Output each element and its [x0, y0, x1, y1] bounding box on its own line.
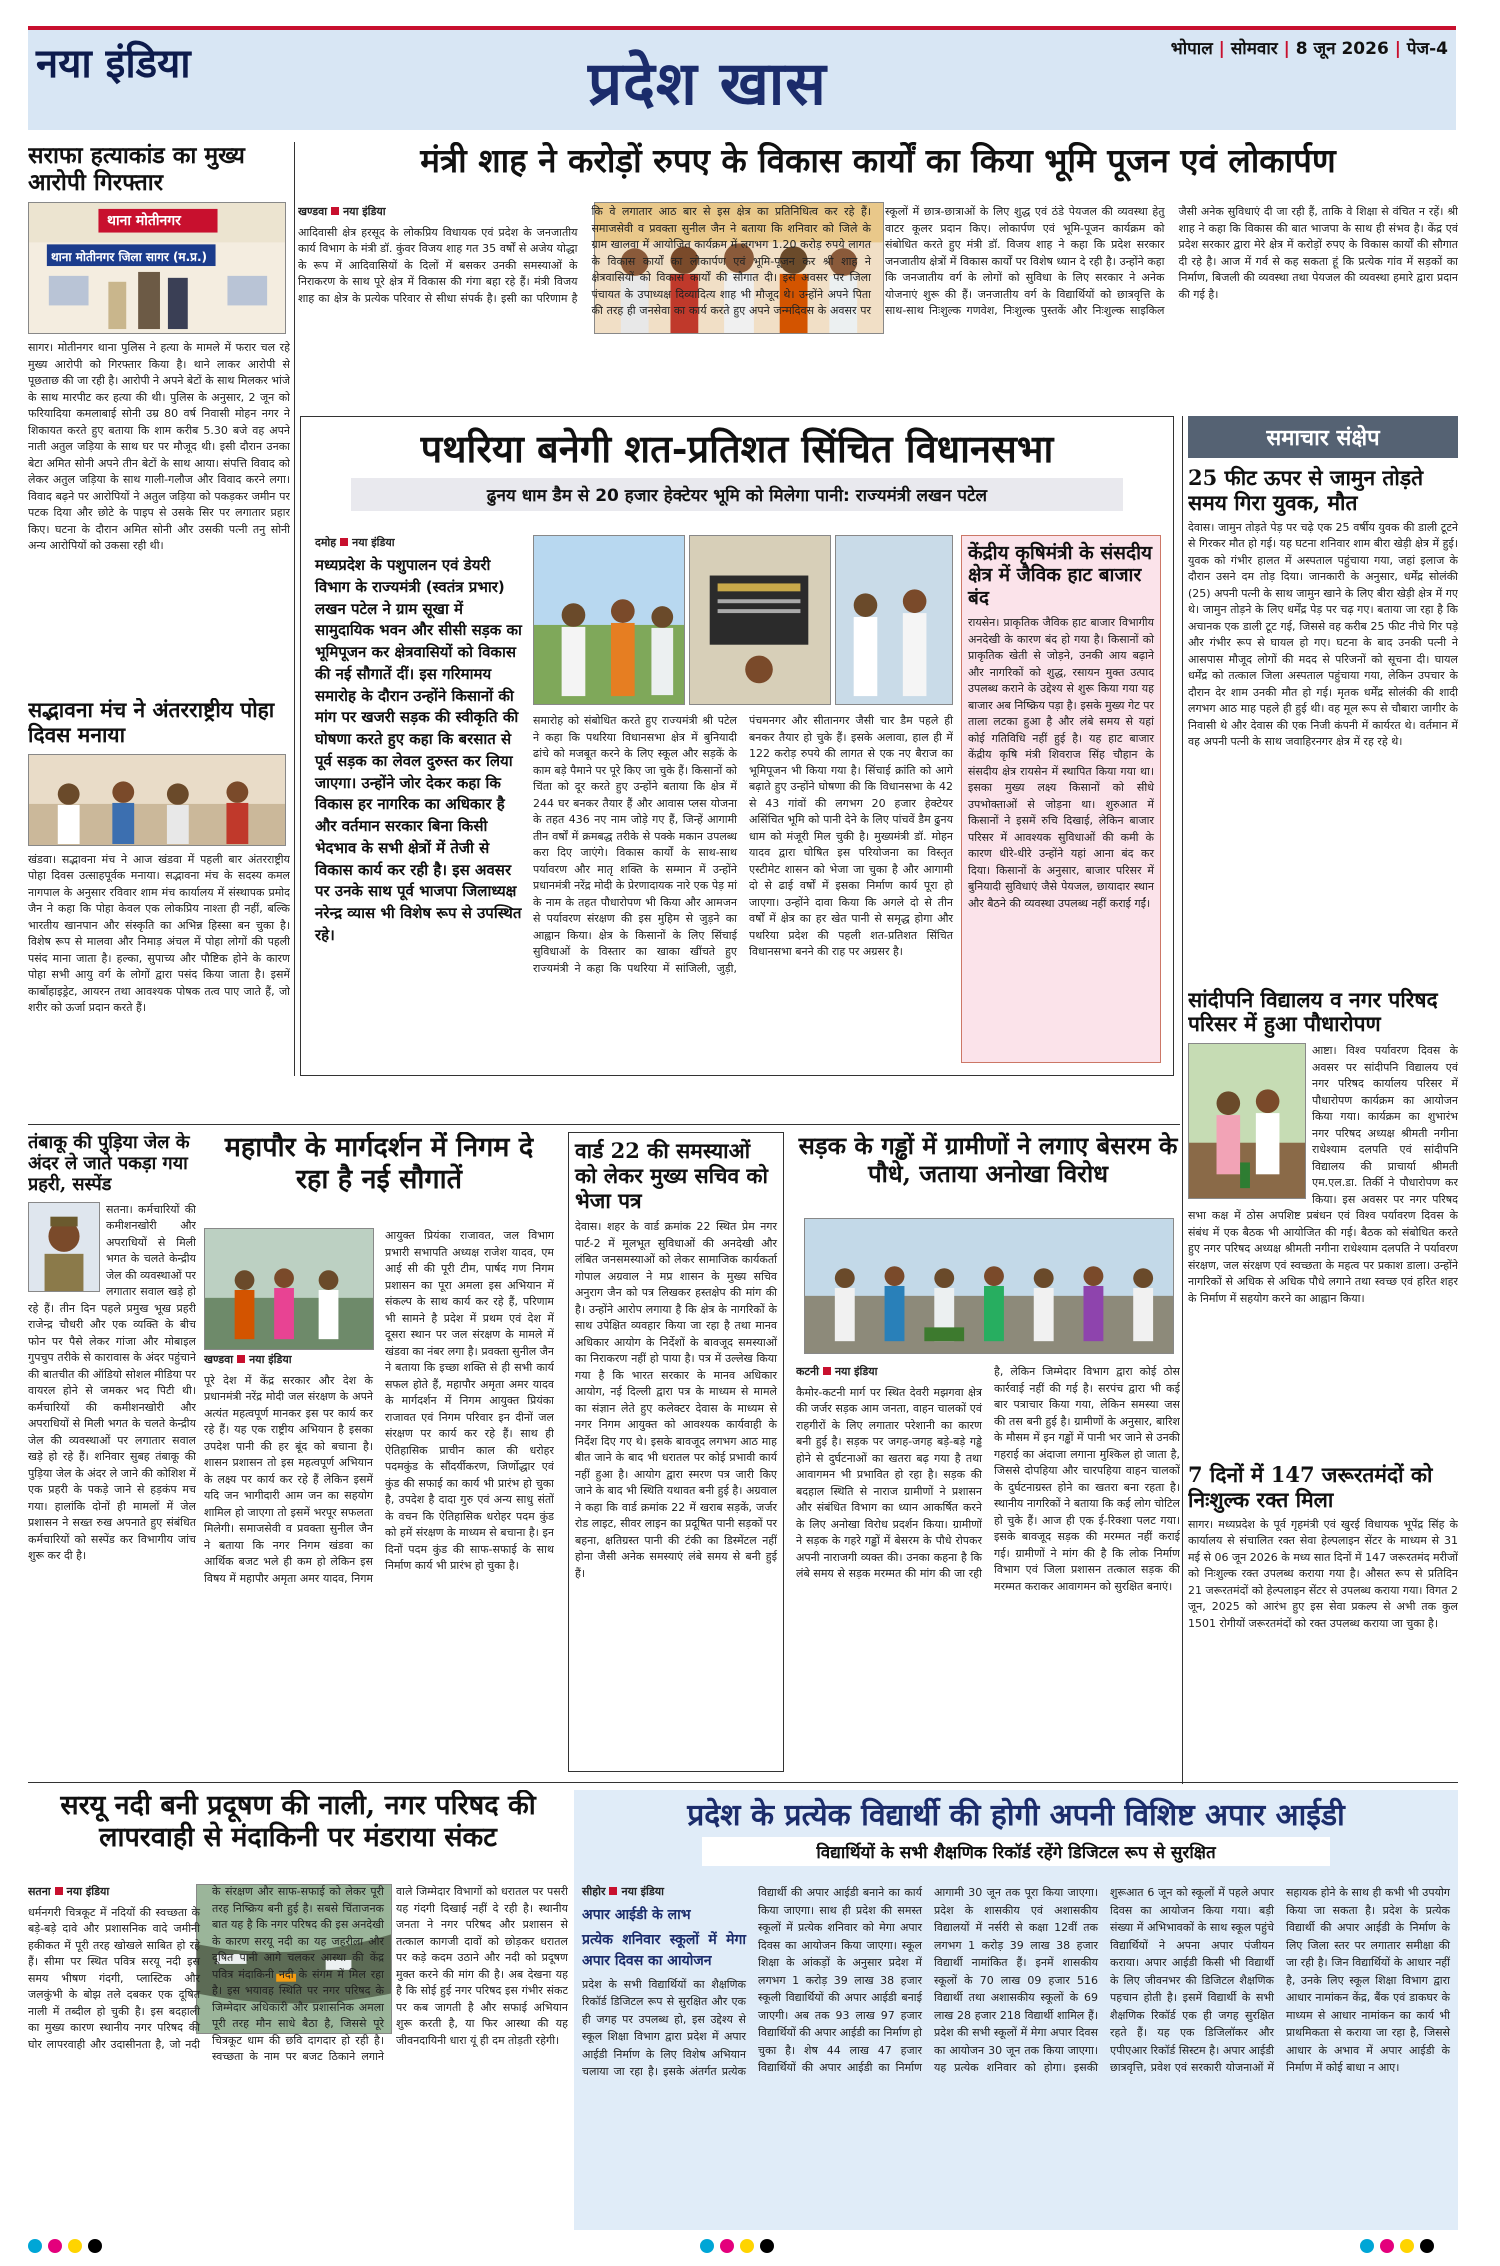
story-minister: [298, 142, 1458, 404]
road-text: कैमोर-कटनी मार्ग पर स्थित देवरी मझगवा क्षेत्र की जर्जर सड़क आम जनता, वाहन चालकों एवं राहगीरों के लिए लगातार परेशानी का कारण बनी हुई है। सड़क पर जगह-जगह बड़े-बड़े गड्ढे होने से दुर्घटनाओं का खतरा बढ़ गया है तथा आवागमन भी प्रभावित हो रहा है। सड़क की बदहाल स्थिति से नाराज ग्रामीणों ने प्रशासन और संबंधित विभाग का ध्यान आकर्षित करने के लिए अनोखा विरोध प्रदर्शन किया। ग्रामीणों ने सड़क के गहरे गड्ढों में बेसरम के पौधे रोपकर अपनी नाराजगी व्यक्त की। उनका कहना है कि लंबे समय से सड़क मरम्मत की मांग की जा रही है, लेकिन जिम्मेदार विभाग द्वारा कोई ठोस कार्रवाई नहीं की गई है। सरपंच द्वारा भी कई बार पत्राचार किया गया, लेकिन समस्या जस की तस बनी हुई है। ग्रामीणों के अनुसार, बारिश के मौसम में इन गड्ढों में पानी भर जाने से उनकी गहराई का अंदाजा लगाना मुश्किल हो जाता है, जिससे दोपहिया और चारपहिया वाहन चालकों के दुर्घटनाग्रस्त होने का खतरा बना रहता है। स्थानीय नागरिकों ने बताया कि कई लोग चोटिल हो चुके हैं। आज ही एक ई-रिक्शा पलट गया। इसके बावजूद सड़क की मरम्मत नहीं कराई गई। ग्रामीणों ने मांग की है कि लोक निर्माण विभाग एवं जिला प्रशासन तत्काल सड़क की मरम्मत कराकर आवागमन को सुरक्षित बनाएं।: [796, 1365, 1180, 1593]
paper-name: नया इंडिया: [36, 40, 191, 87]
headline: वार्ड 22 की समस्याओं को लेकर मुख्य सचिव को भेजा पत्र: [575, 1138, 769, 1213]
headline: महापौर के मार्गदर्शन में निगम दे रहा है नई सौगातें: [224, 1132, 534, 1195]
dateline: भोपाल | सोमवार | 8 जून 2026 | पेज-4: [1170, 39, 1448, 59]
reg-dot: [720, 2239, 734, 2253]
registration-dots-left: [28, 2238, 108, 2258]
headline: प्रदेश के प्रत्येक विद्यार्थी की होगी अपनी विशिष्ट अपार आईडी: [687, 1798, 1345, 1833]
apaar-subhead-1: अपार आईडी के लाभ: [582, 1906, 691, 1923]
story-body: सतना। कर्मचारियों की कमीशनखोरी और अपराधियों से मिली भगत के चलते केन्द्रीय जेल की व्यवस्थाओं पर लगातार सवाल खड़े हो रहे हैं। तीन दिन पहले प्रमुख भूख प्रहरी राजेन्द्र चौधरी और एक व्यक्ति के बीच फोन पर पैसे लेकर गांजा और मोबाइल गुपचुप तरीके से कारावास के अंदर पहुंचाने की बातचीत की ऑडियो सोशल मीडिया पर वायरल होने से जमकर भद पिटी थी। कर्मचारियों की कमीशनखोरी और अपराधियों से मिली भगत के चलते केन्द्रीय जेल की व्यवस्थाओं पर लगातार सवाल खड़े हो रहे हैं। शनिवार सुबह तंबाकू की पुड़िया जेल के अंदर ले जाने की कोशिश में एक प्रहरी के पकड़े जाने से हड़कंप मच गया। हालांकि दोनों ही मामलों में जेल प्रशासन ने सख्त रुख अपनाते हुए संबंधित कर्मचारियों को सस्पेंड कर विभागीय जांच शुरू कर दी है।: [28, 1202, 196, 1563]
reg-dot: [1380, 2239, 1394, 2253]
reg-dot: [68, 2239, 82, 2253]
minister-stage-photo: [533, 535, 685, 705]
story-tobacco: [28, 1132, 196, 1772]
headline: पथरिया बनेगी शत-प्रतिशत सिंचित विधानसभा: [420, 426, 1054, 471]
photo-sign-2: थाना मोतीनगर जिला सागर (म.प्र.): [51, 250, 208, 265]
story-sadbhavna: [28, 698, 290, 1076]
story-body: समारोह को संबोधित करते हुए राज्यमंत्री श्री पटेल ने कहा कि पथरिया विधानसभा क्षेत्र में बुनियादी ढांचे को मजबूत करने के लिए स्कूल और सड़कें के काम बड़े पैमाने पर पूरे किए जा चुके हैं। किसानों को चिंता को दूर करते हुए उन्होंने बताया कि क्षेत्र में 244 घर बनकर तैयार हैं और आवास प्लस योजना के तहत 436 नए नाम जोड़े गए हैं, जिन्हें आगामी तीन वर्षों में क्रमबद्ध तरीके से पक्के मकान उपलब्ध करा दिए जाएंगे। विकास कार्यों के साथ-साथ पर्यावरण और मातृ शक्ति के सम्मान में उन्होंने प्रधानमंत्री नरेंद्र मोदी के प्रेरणादायक नारे एक पेड़ मां के नाम के तहत पौधारोपण भी किया और आमजन से पर्यावरण संरक्षण की इस मुहिम से जुड़ने का आह्वान किया। क्षेत्र के किसानों के लिए सिंचाई सुविधाओं के विस्तार का खाका खींचते हुए राज्यमंत्री ने कहा कि पथरिया में सांजिली, जुड़ी, पंचमनगर और सीतानगर जैसी चार डैम पहले ही बनकर तैयार हो चुके हैं। इसके अलावा, हाल ही में 122 करोड़ रुपये की लागत से एक नए बैराज का भूमिपूजन भी किया गया है। सिंचाई क्रांति को आगे बढ़ाते हुए उन्होंने घोषणा की कि विधानसभा के 42 से 43 गांवों की लगभग 20 हजार हेक्टेयर असिंचित भूमि को पानी देने के लिए पांचवें डैम ढुनय धाम को मंजूरी मिल चुकी है। मुख्यमंत्री डॉ. मोहन यादव द्वारा घोषित इस परियोजना का विस्तृत एस्टीमेट शासन को भेजा जा चुका है और आगामी दो से ढाई वर्षों में इसका निर्माण कार्य पूरा हो जाएगा। उन्होंने दावा किया कि अगले दो से तीन वर्षों में क्षेत्र का हर खेत पानी से समृद्ध होगा और पथरिया प्रदेश की पहली शत-प्रतिशत सिंचित विधानसभा बनने की राह पर अग्रसर है।: [533, 714, 953, 975]
group-photo: [835, 535, 953, 705]
subheadline: विद्यार्थियों के सभी शैक्षणिक रिकॉर्ड रहेंगे डिजिटल रूप से सुरक्षित: [702, 1837, 1330, 1866]
headline: सराफा हत्याकांड का मुख्य आरोपी गिरफ्तार: [28, 142, 245, 197]
plaque-photo: [689, 535, 831, 705]
headline: तंबाकू की पुड़िया जेल के अंदर ले जाते पकड़ा गया प्रहरी, सस्पेंड: [28, 1132, 190, 1196]
story-body: [204, 1228, 554, 1772]
subheadline: ढुनय धाम डैम से 20 हजार हेक्टेयर भूमि को मिलेगा पानी: राज्यमंत्री लखन पटेल: [351, 478, 1123, 511]
brief3-body: सागर। मध्यप्रदेश के पूर्व गृहमंत्री एवं खुरई विधायक भूपेंद्र सिंह के कार्यालय से संचालित रक्त सेवा हेल्पलाइन सेंटर के माध्यम से 31 मई से 06 जून 2026 के मध्य सात दिनों में 147 जरूरतमंद मरीजों को निःशुल्क रक्त उपलब्ध कराया गया है। औसत रूप से प्रतिदिन 21 जरूरतमंदों को हेल्पलाइन सेंटर से उपलब्ध कराया गया। विगत 2 जून, 2025 को आरंभ हुए इस सेवा प्रकल्प से अभी तक कुल 1501 रोगीयों जरूरतमंदों को रक्त उपलब्ध कराया जा चुका है।: [1188, 1517, 1458, 1630]
minister-text: आदिवासी क्षेत्र हरसूद के लोकप्रिय विधायक एवं प्रदेश के जनजातीय कार्य विभाग के मंत्री डॉ. कुंवर विजय शाह गत 35 वर्षों से अजेय योद्धा के रूप में आदिवासियों के दिलों में बसकर उनकी समस्याओं के निराकरण के साथ पूरे क्षेत्र में विकास की गंगा बहा रहे हैं। मंत्री विजय शाह का क्षेत्र के प्रत्येक परिवार से सीधा संपर्क है। इसी का परिणाम है कि वे लगातार आठ बार से इस क्षेत्र का प्रतिनिधित्व कर रहे हैं। समाजसेवी व प्रवक्ता सुनील जैन ने बताया कि शनिवार को जिले के ग्राम खालवा में आयोजित कार्यक्रम में लगभग 1.20 करोड़ रुपये लागत के विकास कार्यों का लोकार्पण एवं भूमि-पूजन कर श्री शाह ने क्षेत्रवासियों को विकास कार्यों की सौगात दी। इस अवसर पर जिला पंचायत के उपाध्यक्ष दिव्यादित्य शाह भी मौजूद थे। उन्होंने अपने पिता की तरह ही जनसेवा का कार्य करते हुए अपने जन्मदिवस के अवसर पर स्कूलों में छात्र-छात्राओं के लिए शुद्ध एवं ठंडे पेयजल की व्यवस्था हेतु वाटर कूलर प्रदान किए। लोकार्पण एवं भूमि-पूजन कार्यक्रम को संबोधित करते हुए मंत्री डॉ. विजय शाह ने कहा कि प्रदेश सरकार जनजातीय क्षेत्रों में विकास कार्यों पर विशेष ध्यान दे रही है। उन्होंने कहा कि जनजातीय वर्ग के लोगों को सुविधा के लिए सरकार ने अनेक योजनाएं शुरू की हैं। जनजातीय वर्ग के विद्यार्थियों को छात्रवृत्ति के साथ-साथ निःशुल्क गणवेश, निःशुल्क पुस्तकें और निःशुल्क साइकिल जैसी अनेक सुविधाएं दी जा रही हैं, ताकि वे शिक्षा से वंचित न रहें। श्री शाह ने कहा कि विकास की बात भाजपा के साथ ही संभव है। केंद्र एवं प्रदेश सरकार द्वारा मेरे क्षेत्र में करोड़ों रुपए के विकास कार्यों की सौगात दी रहे है। आज में गर्व से कह सकता हूं कि प्रत्येक गांव में सड़कों का निर्माण, बिजली की व्यवस्था तथा पेयजल की व्यवस्था हमारे द्वारा प्रदान की गई है।: [298, 205, 1458, 317]
headline: केंद्रीय कृषिमंत्री के संसदीय क्षेत्र में जैविक हाट बाजार बंद: [968, 542, 1153, 609]
reg-dot: [740, 2239, 754, 2253]
guard-photo: [28, 1202, 100, 1292]
reg-dot: [88, 2239, 102, 2253]
story-haat: [961, 535, 1161, 1063]
headline: सरयू नदी बनी प्रदूषण की नाली, नगर परिषद की लापरवाही से मंदाकिनी पर मंडराया संकट: [60, 1790, 536, 1853]
reg-dot: [1420, 2239, 1434, 2253]
brief1-body: देवास। जामुन तोड़ते पेड़ पर चढ़े एक 25 वर्षीय युवक की डाली टूटने से गिरकर मौत हो गई। यह घटना शनिवार शाम बीरा खेड़ी क्षेत्र में हुई। युवक को गंभीर हालत में अस्पताल पहुंचाया गया, जहां इलाज के दौरान उसने दम तोड़ दिया। जानकारी के अनुसार, धर्मेंद्र सोलंकी (25) अपनी पत्नी के साथ जामुन खाने के लिए बीरा खेड़ी क्षेत्र में गए थे। जामुन तोड़ने के लिए धर्मेंद्र पेड़ पर चढ़ गए। बताया जा रहा है कि अचानक एक डाली टूट गई, जिससे वह करीब 25 फीट नीचे गिर पड़े और गंभीर रूप से घायल हो गए। घटना के बाद उनकी पत्नी ने आसपास मौजूद लोगों की मदद से परिजनों को सूचना दी। घायल धर्मेंद्र को तत्काल जिला अस्पताल पहुंचाया गया, लेकिन उपचार के दौरान देर शाम उनकी मौत हो गई। मृतक धर्मेंद्र सोलंकी की शादी लगभग आठ माह पहले ही हुई थी। वह मूल रूप से चौबारा जागीर के निवासी थे और देवास की एक निजी कंपनी में कार्यरत थे। वर्तमान में वह अपनी पत्नी के साथ जवाहिरनगर क्षेत्र में रह रहे थे।: [1188, 520, 1458, 749]
briefs-badge: समाचार संक्षेप: [1188, 416, 1458, 458]
brief2-headline: सांदीपनि विद्यालय व नगर परिषद परिसर में हुआ पौधारोपण: [1188, 986, 1438, 1037]
byline: सीहोर नया इंडिया: [582, 1885, 665, 1898]
police-station-photo: [28, 202, 286, 334]
reg-dot: [48, 2239, 62, 2253]
mayor-text: पूरे देश में केंद्र सरकार और देश के प्रधानमंत्री नरेंद्र मोदी जल संरक्षण के अपने अत्यंत महत्वपूर्ण मानकर इस पर कार्य कर रहे हैं। यह एक राष्ट्रीय अभियान है इसका उपदेश पानी की हर बूंद को बचाना है। शासन प्रशासन तो इस महत्वपूर्ण अभियान के लक्ष्य पर कार्य कर रहे हैं लेकिन इसमें यदि जन भागीदारी आम जन का सहयोग शामिल हो जाएगा तो इसमें भरपूर सफलता मिलेगी। समाजसेवी व प्रवक्ता सुनील जैन ने बताया कि नगर निगम खंडवा का आर्थिक बजट भले ही कम हो लेकिन इस विषय में महापौर अमृता अमर यादव, निगम आयुक्त प्रियंका राजावत, जल विभाग प्रभारी सभापति अध्यक्ष राजेश यादव, एम आई सी की पूरी टीम, पार्षद गण निगम प्रशासन का पूरा अमला इस अभियान में संकल्प के साथ कार्य कर रहे हैं, परिणाम भी सामने है प्रदेश में प्रथम एवं देश में दूसरा स्थान पर जल संरक्षण के मामले में खंडवा का नंबर लगा है। प्रवक्ता सुनील जैन ने बताया कि इच्छा शक्ति से ही सभी कार्य सफल होते हैं, महापौर अमृता अमर यादव के मार्गदर्शन में निगम आयुक्त प्रियंका राजावत एवं निगम परिवार इन दीनों जल संरक्षण पर कार्य कर रहे हैं। साथ ही ऐतिहासिक प्राचीन काल की धरोहर पदमकुंड के सौंदर्यीकरण, जिर्णोद्धार एवं कुंड की सफाई का कार्य भी प्रारंभ हो चुका है, उपदेश है दादा गुरु एवं अन्य साधु संतों के वचन कि ऐतिहासिक धरोहर पदम कुंड को हमें संरक्षण के माध्यम से बचाना है। इन दिनों पदम कुंड की साफ-सफाई के साथ निर्माण कार्य भी प्रारंभ हो चुका है।: [204, 1229, 554, 1585]
sidebar-briefs: [1188, 416, 1458, 1784]
apaar-text: प्रदेश के सभी विद्यार्थियों का शैक्षणिक रिकॉर्ड डिजिटल रूप से सुरक्षित और एक ही जगह पर उपलब्ध हो, इस उद्देश्य से स्कूल शिक्षा विभाग द्वारा प्रदेश में अपार आईडी निर्माण के लिए विशेष अभियान चलाया जा रहा है। इसके अंतर्गत प्रत्येक विद्यार्थी की अपार आईडी बनाने का कार्य किया जाएगा। साथ ही प्रदेश की समस्त स्कूलों में प्रत्येक शनिवार को मेगा अपार दिवस का आयोजन किया जाएगा। स्कूल शिक्षा के आंकड़ों के अनुसार प्रदेश में लगभग 1 करोड़ 39 लाख 38 हजार स्कूली विद्यार्थियों की अपार आईडी बनाई जाएगी। अब तक 93 लाख 97 हजार विद्यार्थियों की अपार आईडी का निर्माण हो चुका है। शेष 44 लाख 47 हजार विद्यार्थियों की अपार आईडी का निर्माण आगामी 30 जून तक पूरा किया जाएगा। प्रदेश के शासकीय एवं अशासकीय विद्यालयों में नर्सरी से कक्षा 12वीं तक लगभग 1 करोड़ 39 लाख 38 हजार विद्यार्थी नामांकित हैं। इनमें शासकीय स्कूलों के 70 लाख 09 हजार 516 विद्यार्थी तथा अशासकीय स्कूलों के 69 लाख 28 हजार 218 विद्यार्थी शामिल हैं। प्रदेश की सभी स्कूलों में मेगा अपार दिवस का आयोजन 30 जून तक किया जाएगा। यह प्रत्येक शनिवार को होगा। इसकी शुरूआत 6 जून को स्कूलों में पहले अपार दिवस का आयोजन किया गया। बड़ी संख्या में अभिभावकों के साथ स्कूल पहुंचे विद्यार्थियों ने अपना अपार पंजीयन कराया। अपार आईडी किसी भी विद्यार्थी के लिए जीवनभर की डिजिटल शैक्षणिक पहचान होती है। इसमें विद्यार्थी के सभी शैक्षणिक रिकॉर्ड एक ही जगह सुरक्षित रहते हैं। यह एक डिजिलॉकर और एपीएआर रिकॉर्ड सिस्टम है। अपार आईडी छात्रवृत्ति, प्रवेश एवं सरकारी योजनाओं में सहायक होने के साथ ही कभी भी उपयोग किया जा सकता है। प्रदेश के प्रत्येक विद्यार्थी की अपार आईडी के निर्माण के लिए जिला स्तर पर लगातार समीक्षा की जा रही है। जिन विद्यार्थियों के आधार नहीं है, उनके लिए स्कूल शिक्षा विभाग द्वारा आधार नामांकन केंद्र, बैंक एवं डाकघर के माध्यम से आधार नामांकन का कार्य भी प्राथमिकता से कराया जा रहा है, जिससे आधार के अभाव में अपार आईडी के निर्माण में कोई बाधा न आए।: [582, 1886, 1450, 2078]
sarayu-text: धर्मनगरी चित्रकूट में नदियों की स्वच्छता के बड़े-बड़े दावे और प्रशासनिक वादे जमीनी हकीकत में पूरी तरह खोखले साबित हो रहे हैं। सीमा पर स्थित पवित्र सरयू नदी इस समय भीषण गंदगी, प्लास्टिक और जलकुंभी के बोझ तले दबकर एक दूषित नाली में तब्दील हो चुकी है। इस बदहाली का मुख्य कारण स्थानीय नगर परिषद की घोर लापरवाही और उदासीनता है, जो नदी के संरक्षण और साफ-सफाई को लेकर पूरी तरह निष्क्रिय बनी हुई है। सबसे चिंताजनक बात यह है कि नगर परिषद की इस अनदेखी के कारण सरयू नदी का यह जहरीला और दूषित पानी आगे चलकर आस्था की केंद्र पवित्र मंदाकिनी नदी के संगम में मिल रहा है। इस भयावह स्थिति पर नगर परिषद के जिम्मेदार अधिकारी और प्रशासनिक अमला पूरी तरह मौन साधे बैठा है, जिससे पूरे चित्रकूट धाम की छवि दागदार हो रही है। स्वच्छता के नाम पर बजट ठिकाने लगाने वाले जिम्मेदार विभागों को धरातल पर पसरी यह गंदगी दिखाई नहीं दे रही है। स्थानीय जनता ने नगर परिषद और प्रशासन से तत्काल कागजी दावों को छोड़कर धरातल पर कड़े कदम उठाने और नदी को प्रदूषण मुक्त करने की मांग की है। अब देखना यह है कि सोई हुई नगर परिषद इस गंभीर संकट पर कब जागती है और सफाई अभियान शुरू करती है, या फिर आस्था की यह जीवनदायिनी धारा यूं ही दम तोड़ती रहेगी।: [28, 1885, 568, 2063]
story-patharia: [300, 416, 1174, 1076]
story-body: [796, 1364, 1180, 1772]
poha-event-photo: [28, 754, 286, 846]
brief2-block: [1188, 1037, 1458, 1457]
reg-dot: [1400, 2239, 1414, 2253]
reg-dot: [1360, 2239, 1374, 2253]
brief1-headline: 25 फीट ऊपर से जामुन तोड़ते समय गिरा युवक, मौत: [1188, 465, 1424, 515]
registration-dots-center: [700, 2238, 780, 2258]
column-rule: [1182, 416, 1183, 1784]
byline: खण्डवा नया इंडिया: [298, 205, 386, 218]
headline: मंत्री शाह ने करोड़ों रुपए के विकास कार्यों का किया भूमि पूजन एवं लोकार्पण: [420, 142, 1336, 180]
reg-dot: [28, 2239, 42, 2253]
row-rule: [28, 1782, 1458, 1783]
story-body: [298, 204, 1458, 404]
headline: सद्भावना मंच ने अंतरराष्ट्रीय पोहा दिवस मनाया: [28, 698, 275, 747]
column-rule: [294, 142, 295, 1076]
byline: दमोह नया इंडिया: [315, 536, 395, 549]
story-body: खंडवा। सद्भावना मंच ने आज खंडवा में पहली बार अंतरराष्ट्रीय पोहा दिवस उत्साहपूर्वक मनाया। सद्भावना मंच के सदस्य कमल नागपाल के अनुसार रविवार शाम मंच कार्यालय में संस्थापक प्रमोद जैन ने कहा कि पोहा केवल एक लोकप्रिय नाश्ता ही नहीं, बल्कि भारतीय खानपान और संस्कृति का अभिन्न हिस्सा बन चुका है। विशेष रूप से मालवा और निमाड़ अंचल में पोहा लोगों की पहली पसंद माना जाता है। हल्का, सुपाच्य और पौष्टिक होने के कारण पोहा सभी आयु वर्ग के लोगों द्वारा पसंद किया जाता है। इसमें कार्बोहाइड्रेट, आयरन तथा आवश्यक पोषक तत्व पाए जाते हैं, जो शरीर को ऊर्जा प्रदान करते हैं।: [28, 852, 290, 1015]
byline: सतना नया इंडिया: [28, 1885, 110, 1898]
registration-dots-right: [1360, 2238, 1440, 2258]
story-body: देवास। शहर के वार्ड क्रमांक 22 स्थित प्रेम नगर पार्ट-2 में मूलभूत सुविधाओं की अनदेखी और लंबित जनसमस्याओं को लेकर सामाजिक कार्यकर्ता गोपाल अग्रवाल ने मप्र शासन के मुख्य सचिव अनुराग जैन को पत्र लिखकर हस्तक्षेप की मांग की है। उन्होंने आरोप लगाया है कि क्षेत्र के नागरिकों के साथ उपेक्षित व्यवहार किया जा रहा है तथा मानव अधिकार आयोग के निर्देशों के बावजूद समस्याओं का निराकरण नहीं हो पाया है। पत्र में उल्लेख किया गया है कि भारत सरकार के मानव अधिकार आयोग, नई दिल्ली द्वारा पत्र के माध्यम से मामले का संज्ञान लेते हुए कलेक्टर देवास के माध्यम से नगर निगम आयुक्त को आवश्यक कार्यवाही के निर्देश दिए गए थे। इसके बावजूद लगभग आठ माह बीत जाने के बाद भी धरातल पर कोई प्रभावी कार्य नहीं हुआ है। आयोग द्वारा स्मरण पत्र जारी किए जाने के बाद भी स्थिति यथावत बनी हुई है। अग्रवाल ने कहा कि वार्ड क्रमांक 22 में खराब सड़कें, जर्जर रोड लाइट, सीवर लाइन का प्रदूषित पानी सड़कों पर बहना, क्षतिग्रस्त पानी की टंकी का डिस्मेंटल नहीं होना जैसी अनेक समस्याएं लंबे समय से बनी हुई हैं।: [575, 1220, 777, 1580]
story-sarayu: [28, 1790, 568, 2230]
apaar-subhead-2: प्रत्येक शनिवार स्कूलों में मेगा अपार दिवस का आयोजन: [582, 1931, 746, 1969]
plantation-photo: [1188, 1043, 1306, 1199]
date-city: भोपाल: [1170, 39, 1213, 59]
masthead: [28, 26, 1456, 130]
story-apaar: [574, 1790, 1458, 2230]
story-mayor: [204, 1132, 554, 1772]
story-arrest: [28, 142, 290, 690]
lead-text: मध्यप्रदेश के पशुपालन एवं डेयरी विभाग के राज्यमंत्री (स्वतंत्र प्रभार) लखन पटेल ने ग्राम सूखा में सामुदायिक भवन और सीसी सड़क का भूमिपूजन कर क्षेत्रवासियों को विकास की नई सौगातें दीं। इस गरिमामय समारोह के दौरान उन्होंने किसानों की मांग पर खजरी सड़क की स्वीकृति की घोषणा करते हुए कहा कि बरसात से पूर्व सड़क का लेवल दुरुस्त कर लिया जाएगा। उन्होंने जोर देकर कहा कि विकास हर नागरिक का अधिकार है और वर्तमान सरकार बिना किसी भेदभाव के सभी क्षेत्रों में तेजी से विकास कार्य कर रही है। इस अवसर पर उनके साथ पूर्व भाजपा जिलाध्यक्ष नरेन्द्र व्यास भी विशेष रूप से उपस्थित रहे।: [315, 556, 522, 944]
brief3-headline: 7 दिनों में 147 जरूरतमंदों को निःशुल्क रक्त मिला: [1188, 1462, 1433, 1512]
brief2-body: आष्टा। विश्व पर्यावरण दिवस के अवसर पर सांदीपनि विद्यालय एवं नगर परिषद कार्यालय परिसर में पौधारोपण कार्यक्रम का आयोजन किया गया। कार्यक्रम का शुभारंभ नगर परिषद अध्यक्ष श्रीमती नगीना राधेश्याम दलपति एवं सांदीपनि विद्यालय की प्राचार्या श्रीमती एम.एल.डा. तिर्की ने पौधारोपण कर किया। इस अवसर पर नगर परिषद सभा कक्ष में ठोस अपशिष्ट प्रबंधन एवं विश्व पर्यावरण दिवस के संबंध में एक बैठक भी आयोजित की गई। बैठक को संबोधित करते हुए नगर परिषद अध्यक्ष श्रीमती नगीना राधेश्याम दलपति ने पर्यावरण संरक्षण, जल संरक्षण एवं स्वच्छता के महत्व पर प्रकाश डाला। उन्होंने नागरिकों से अधिक से अधिक पौधे लगाने तथा स्वच्छ एवं हरित शहर के निर्माण में सहयोग करने का आह्वान किया।: [1188, 1044, 1458, 1305]
section-title: प्रदेश खास: [588, 49, 827, 119]
reg-dot: [760, 2239, 774, 2253]
date-date: 8 जून 2026: [1295, 39, 1389, 59]
story-body: [582, 1884, 1450, 2214]
reg-dot: [700, 2239, 714, 2253]
photo-sign-1: थाना मोतीनगर: [107, 213, 181, 230]
headline: सड़क के गड्ढों में ग्रामीणों ने लगाए बेसरम के पौधे, जताया अनोखा विरोध: [798, 1132, 1178, 1189]
story-road: [796, 1132, 1180, 1772]
date-day: सोमवार: [1230, 39, 1278, 59]
story-body: सागर। मोतीनगर थाना पुलिस ने हत्या के मामले में फरार चल रहे मुख्य आरोपी को गिरफ्तार किया है। थाने लाकर आरोपी से पूछताछ की जा रही है। आरोपी ने अपने बेटों के साथ मिलकर भांजे के साथ मारपीट कर हत्या की थी। पुलिस के अनुसार, 2 जून को फरियादिया कमलाबाई सोनी उम्र 80 वर्ष निवासी मोहन नगर ने शिकायत करते हुए बताया कि शाम करीब 5.30 बजे वह अपने नाती अतुल जड़िया के साथ घर पर मौजूद थी। इसी दौरान उनका बेटा अमित सोनी अपने तीन बेटों के साथ आया। संपत्ति विवाद को लेकर अतुल जड़िया के साथ गाली-गलौज और विवाद करने लगा। विवाद बढ़ने पर आरोपियों ने अतुल जड़िया को पकड़कर जमीन पर पटक दिया और छोटे के पाइप से उसके सिर पर लगातार प्रहार किए। घटना के दौरान अमित सोनी और उसकी पत्नी तनु सोनी अन्य आरोपियों को उकसा रही थी।: [28, 341, 290, 553]
protest-photo: [804, 1218, 1174, 1354]
row-rule: [28, 1124, 1180, 1125]
story-body: रायसेन। प्राकृतिक जैविक हाट बाजार विभागीय अनदेखी के कारण बंद हो गया है। किसानों को प्राकृतिक खेती से जोड़ने, उनकी आय बढ़ाने और नागरिकों को शुद्ध, रसायन मुक्त उत्पाद उपलब्ध कराने के उद्देश्य से शुरू किया गया यह बाजार अब निष्क्रिय पड़ा है। इसके मुख्य गेट पर ताला लटका हुआ है और लंबे समय से यहां कोई गतिविधि नहीं हुई है। यह हाट बाजार केंद्रीय कृषि मंत्री शिवराज सिंह चौहान के संसदीय क्षेत्र रायसेन में स्थापित किया गया था। इसका मुख्य लक्ष्य किसानों को सीधे उपभोक्ताओं से जोड़ना था। शुरुआत में किसानों ने इसमें रुचि दिखाई, लेकिन बाजार परिसर में आवश्यक सुविधाओं की कमी के कारण धीरे-धीरे उन्होंने यहां आना बंद कर दिया। किसानों के अनुसार, बाजार परिसर में बुनियादी सुविधाएं जैसे पेयजल, छायादार स्थान और बैठने की व्यवस्था उपलब्ध नहीं कराई गईं।: [968, 616, 1154, 910]
byline: कटनी नया इंडिया: [796, 1365, 878, 1378]
date-page: पेज-4: [1406, 39, 1448, 59]
story-ward22: [568, 1132, 784, 1772]
byline: खण्डवा नया इंडिया: [204, 1353, 292, 1366]
story-body: [28, 1884, 568, 2230]
